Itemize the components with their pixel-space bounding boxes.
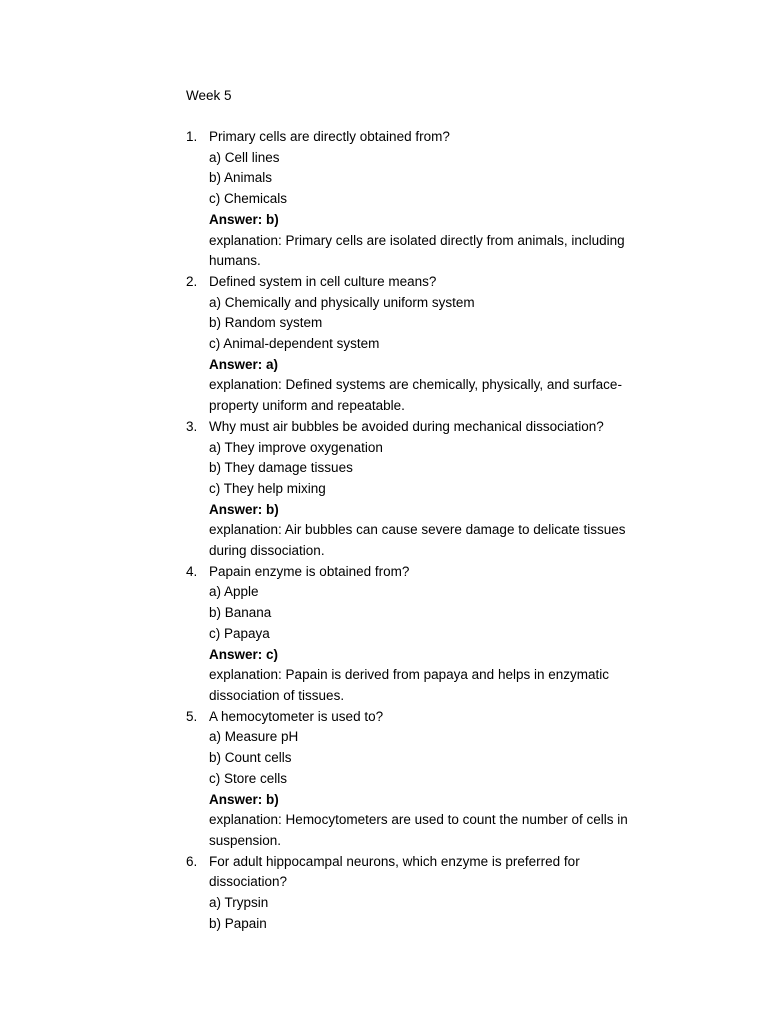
explanation-text: explanation: Papain is derived from papaya and helps in enzymatic dissociation of tissues. (209, 667, 609, 703)
option-b: b) Count cells (209, 750, 292, 766)
explanation-text: explanation: Hemocytometers are used to count the number of cells in suspension. (209, 812, 628, 848)
question-list (186, 127, 666, 934)
option-b: b) They damage tissues (209, 460, 353, 476)
question-item (186, 707, 666, 852)
question-text: For adult hippocampal neurons, which enzyme is preferred for dissociation? (209, 853, 580, 890)
option-c: c) Animal-dependent system (209, 336, 380, 352)
explanation-text: explanation: Defined systems are chemically, physically, and surface-property uniform and repeatable. (209, 377, 622, 414)
option-c: c) Papaya (209, 625, 270, 641)
option-c: c) Store cells (209, 770, 288, 786)
option-b: b) Banana (209, 605, 272, 621)
question-item (186, 272, 666, 417)
option-a: a) Chemically and physically uniform system (209, 294, 475, 310)
question-number: 3. (186, 418, 198, 434)
question-number: 4. (186, 563, 198, 579)
question-number: 1. (186, 129, 198, 144)
question-text: A hemocytometer is used to? (209, 708, 384, 724)
option-b: b) Animals (209, 170, 273, 186)
option-a: a) Measure pH (209, 729, 299, 745)
question-text: Papain enzyme is obtained from? (209, 563, 410, 579)
answer-text: Answer: b) (209, 791, 279, 807)
option-a: a) Cell lines (209, 149, 280, 165)
question-text: Defined system in cell culture means? (209, 273, 437, 289)
answer-text: Answer: a) (209, 356, 279, 372)
question-item (186, 562, 666, 707)
explanation-text: explanation: Primary cells are isolated directly from animals, including humans. (209, 232, 625, 269)
answer-text: Answer: b) (209, 501, 279, 517)
option-a: a) Apple (209, 584, 259, 600)
question-number: 5. (186, 708, 198, 724)
option-b: b) Papain (209, 915, 267, 931)
question-item (186, 417, 666, 562)
option-a: a) They improve oxygenation (209, 439, 383, 455)
answer-text: Answer: c) (209, 646, 279, 662)
option-c: c) Chemicals (209, 191, 288, 207)
option-b: b) Random system (209, 315, 323, 331)
question-item (186, 127, 666, 272)
option-c: c) They help mixing (209, 480, 326, 496)
question-number: 6. (186, 853, 198, 869)
question-number: 2. (186, 273, 198, 289)
question-text: Primary cells are directly obtained from? (209, 129, 450, 144)
question-text: Why must air bubbles be avoided during mechanical dissociation? (209, 418, 604, 434)
option-a: a) Trypsin (209, 895, 269, 911)
explanation-text: explanation: Air bubbles can cause severe damage to delicate tissues during dissociation. (209, 522, 626, 559)
question-item (186, 852, 666, 935)
document-title: Week 5 (186, 88, 232, 103)
answer-text: Answer: b) (209, 211, 279, 227)
